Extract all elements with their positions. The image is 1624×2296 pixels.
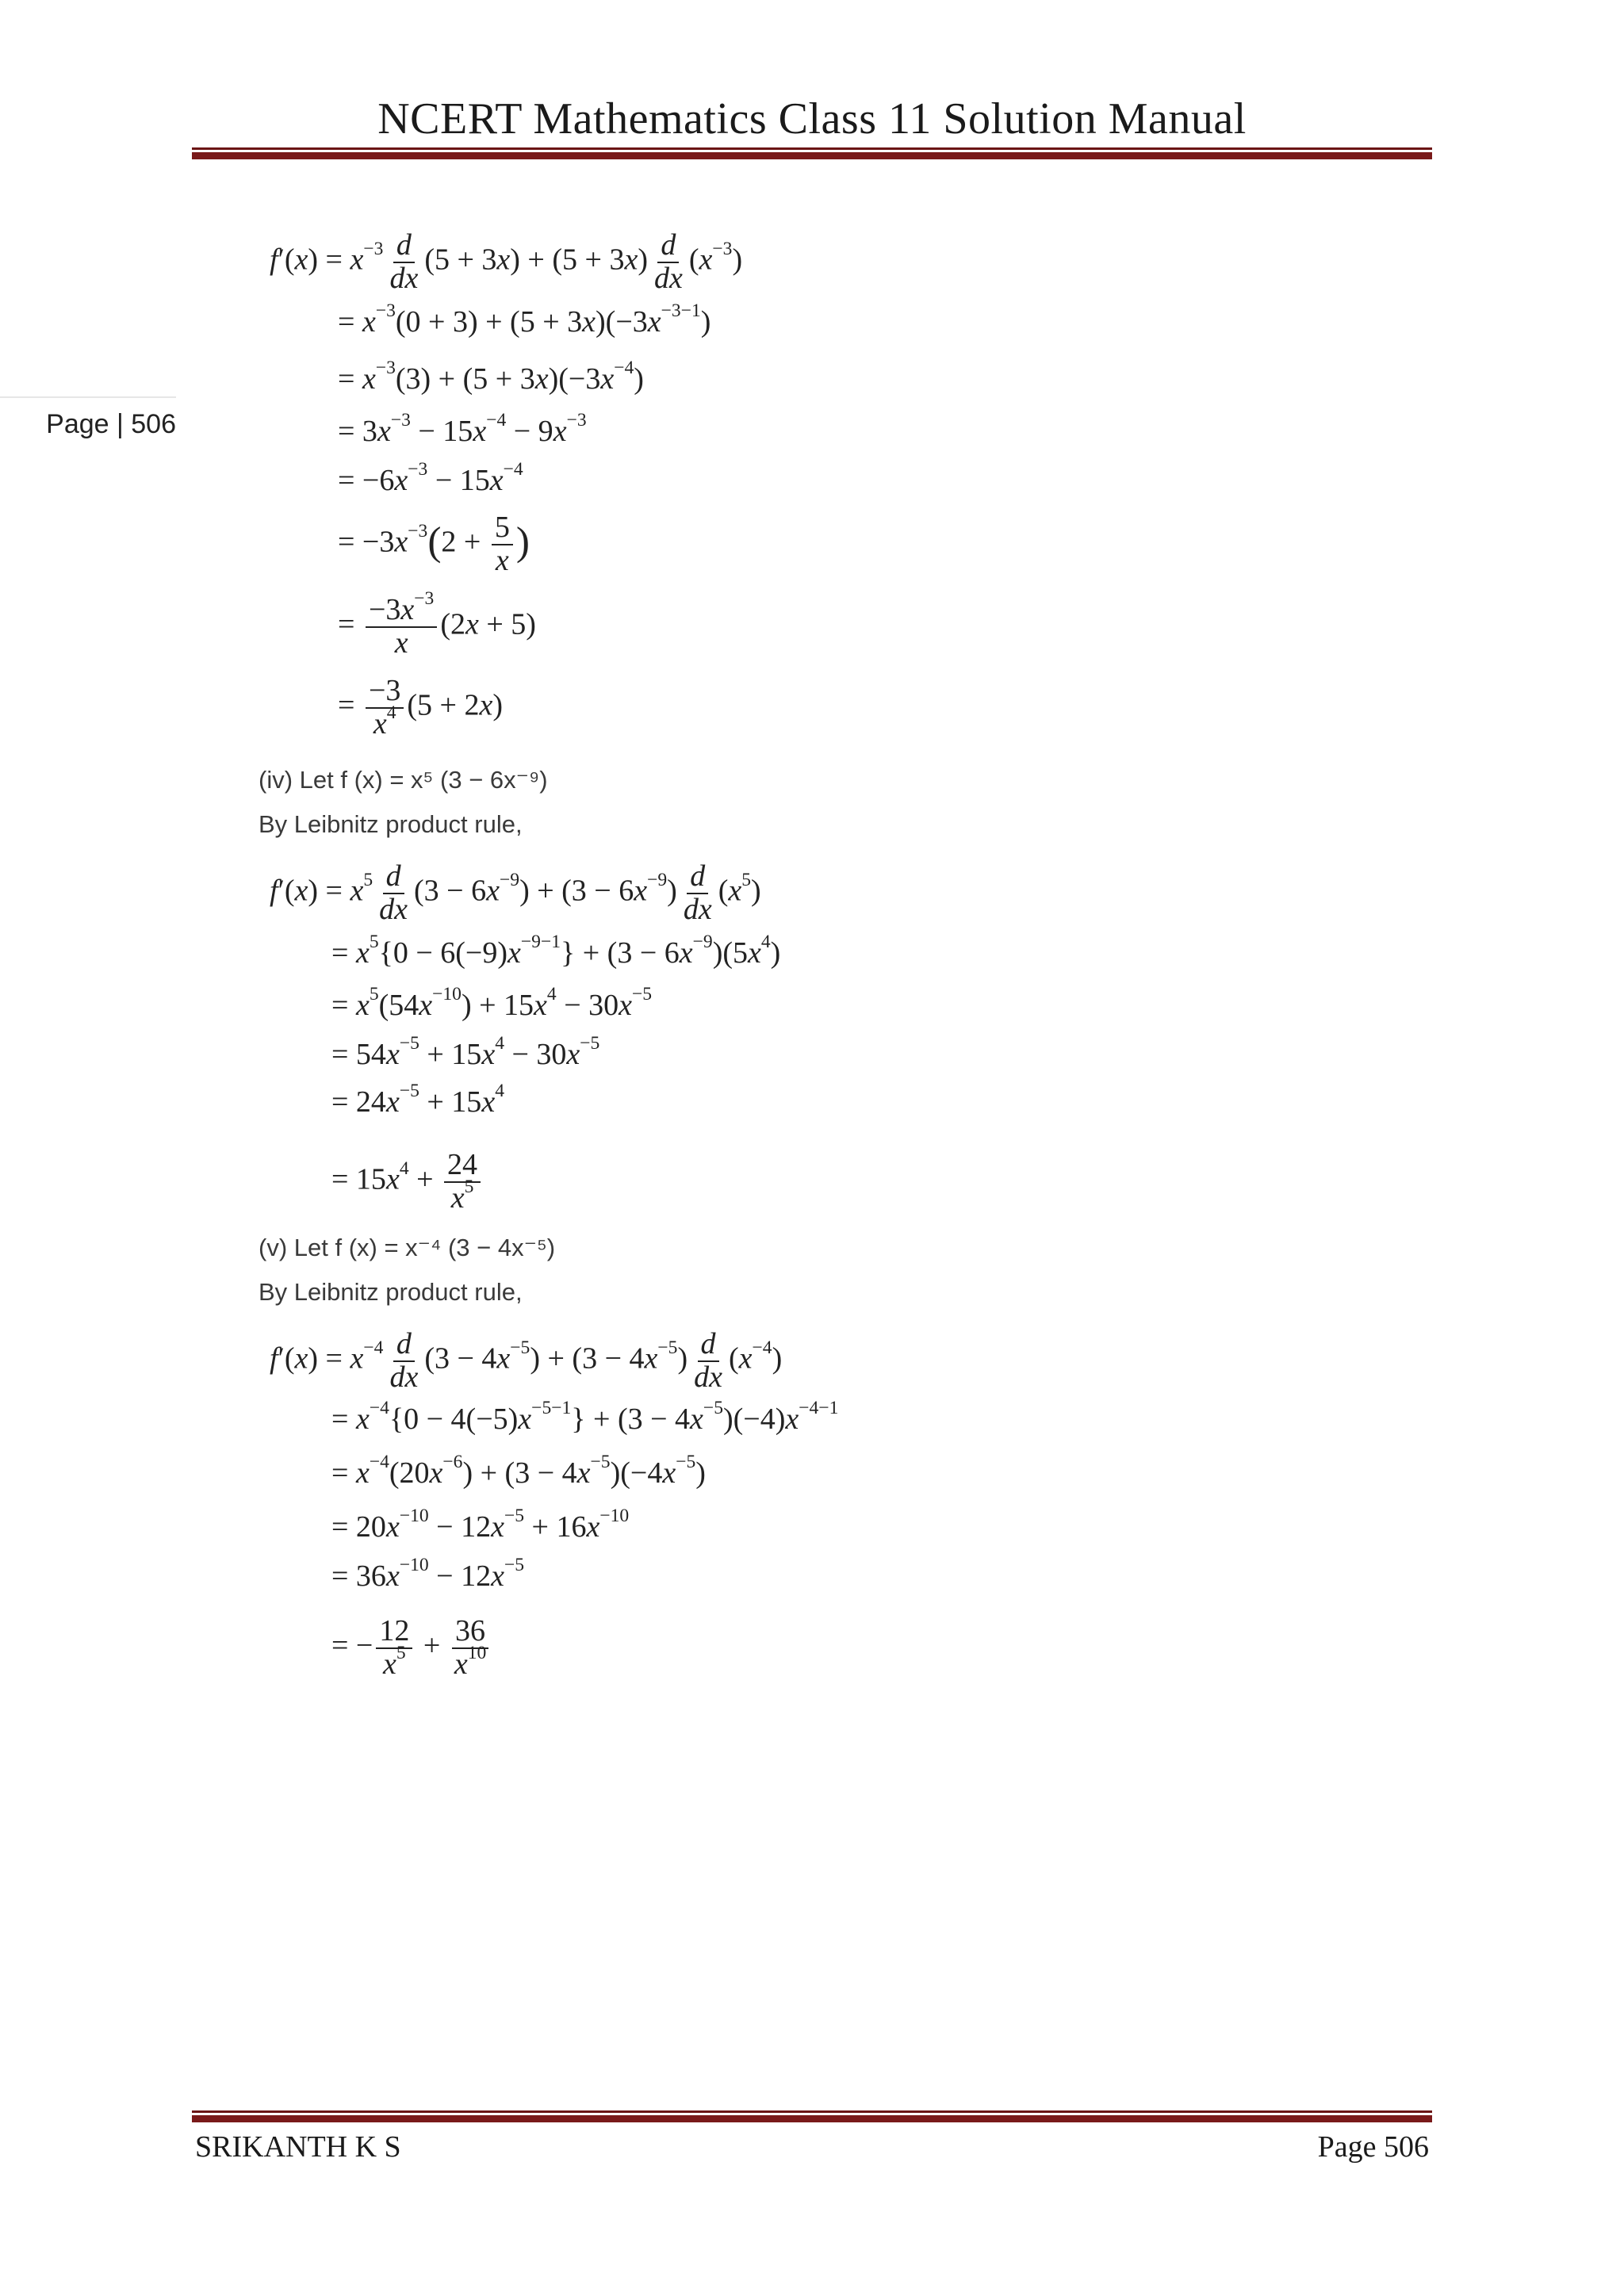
equation-line: = $\frac{-3}{x^4}$ (5 + 2x) bbox=[338, 674, 503, 740]
footer-rule bbox=[192, 2110, 1432, 2122]
equation-line: = $x^{-3}(3) + (5 + 3x)(-3x^{-4})$ bbox=[338, 358, 644, 396]
equation-line: = $\frac{-3x^{-3}}{x}$ (2x + 5) bbox=[338, 588, 536, 660]
equation-line: = $20x^{-10} - 12x^{-5} + 16x^{-10}$ bbox=[331, 1506, 630, 1544]
equation-line: = − $\frac{12}{x^5}$ + $\frac{36}{x^{10}}$ bbox=[331, 1616, 492, 1681]
equation-line: = $x^{-4}\{0 - 4(-5)x^{-5-1}\} + (3 - 4x^{-5})(-4)x^{-4-1}$ bbox=[331, 1398, 839, 1436]
equation-line: = $x^5\{0 - 6(-9)x^{-9-1}\} + (3 - 6x^{-9})(5x^4)$ bbox=[331, 932, 781, 970]
equation-line: = $-6x^{-3} - 15x^{-4}$ bbox=[338, 459, 523, 497]
side-page-label: Page | 506 bbox=[0, 396, 176, 440]
equation-line: $f'(x) = x^{-4}$ $\frac{d}{dx}$ $(3 - 4x^{-5}) + (3 - 4x^{-5})$ $\frac{d}{dx}$ $(x^{-4})$ bbox=[270, 1327, 783, 1394]
equation-line: = $24x^{-5} + 15x^4$ bbox=[331, 1081, 504, 1119]
equation-line: = $15x^4$ + $\frac{24}{x^5}$ bbox=[331, 1150, 484, 1215]
part-iv-rule-note: By Leibnitz product rule, bbox=[259, 810, 523, 838]
equation-line: = $x^{-3}(0 + 3) + (5 + 3x)(-3x^{-3-1})$ bbox=[338, 300, 711, 339]
header-rule bbox=[192, 147, 1432, 159]
equation-line: $f'(x) = x^{-3}$ $\frac{d}{dx}$ (5 + 3x) + (5 + 3x) $\frac{d}{dx}$ $(x^{-3})$ bbox=[270, 228, 743, 295]
equation-line: = $36x^{-10} - 12x^{-5}$ bbox=[331, 1555, 525, 1593]
equation-line: = $x^{-4}(20x^{-6}) + (3 - 4x^{-5})(-4x^{-5})$ bbox=[331, 1452, 706, 1490]
footer-author: SRIKANTH K S bbox=[195, 2130, 401, 2164]
equation-line: = $3x^{-3} - 15x^{-4} - 9x^{-3}$ bbox=[338, 410, 587, 448]
part-v-heading: (v) Let f (x) = x⁻⁴ (3 − 4x⁻⁵) bbox=[259, 1234, 556, 1261]
part-iv-heading: (iv) Let f (x) = x⁵ (3 − 6x⁻⁹) bbox=[259, 766, 548, 794]
page-title: NCERT Mathematics Class 11 Solution Manual bbox=[377, 94, 1247, 144]
equation-line: = $54x^{-5} + 15x^4 - 30x^{-5}$ bbox=[331, 1033, 600, 1071]
equation-line: = $x^5(54x^{-10}) + 15x^4 - 30x^{-5}$ bbox=[331, 984, 653, 1022]
footer-page-number: Page 506 bbox=[1317, 2130, 1429, 2164]
part-v-rule-note: By Leibnitz product rule, bbox=[259, 1278, 523, 1306]
equation-line: $f'(x) = x^5$ $\frac{d}{dx}$ $(3 - 6x^{-9}) + (3 - 6x^{-9})$ $\frac{d}{dx}$ $(x^5)$ bbox=[270, 859, 761, 926]
equation-line: = $-3x^{-3}(2$ + $\frac{5}{x}$ ) bbox=[338, 511, 530, 577]
